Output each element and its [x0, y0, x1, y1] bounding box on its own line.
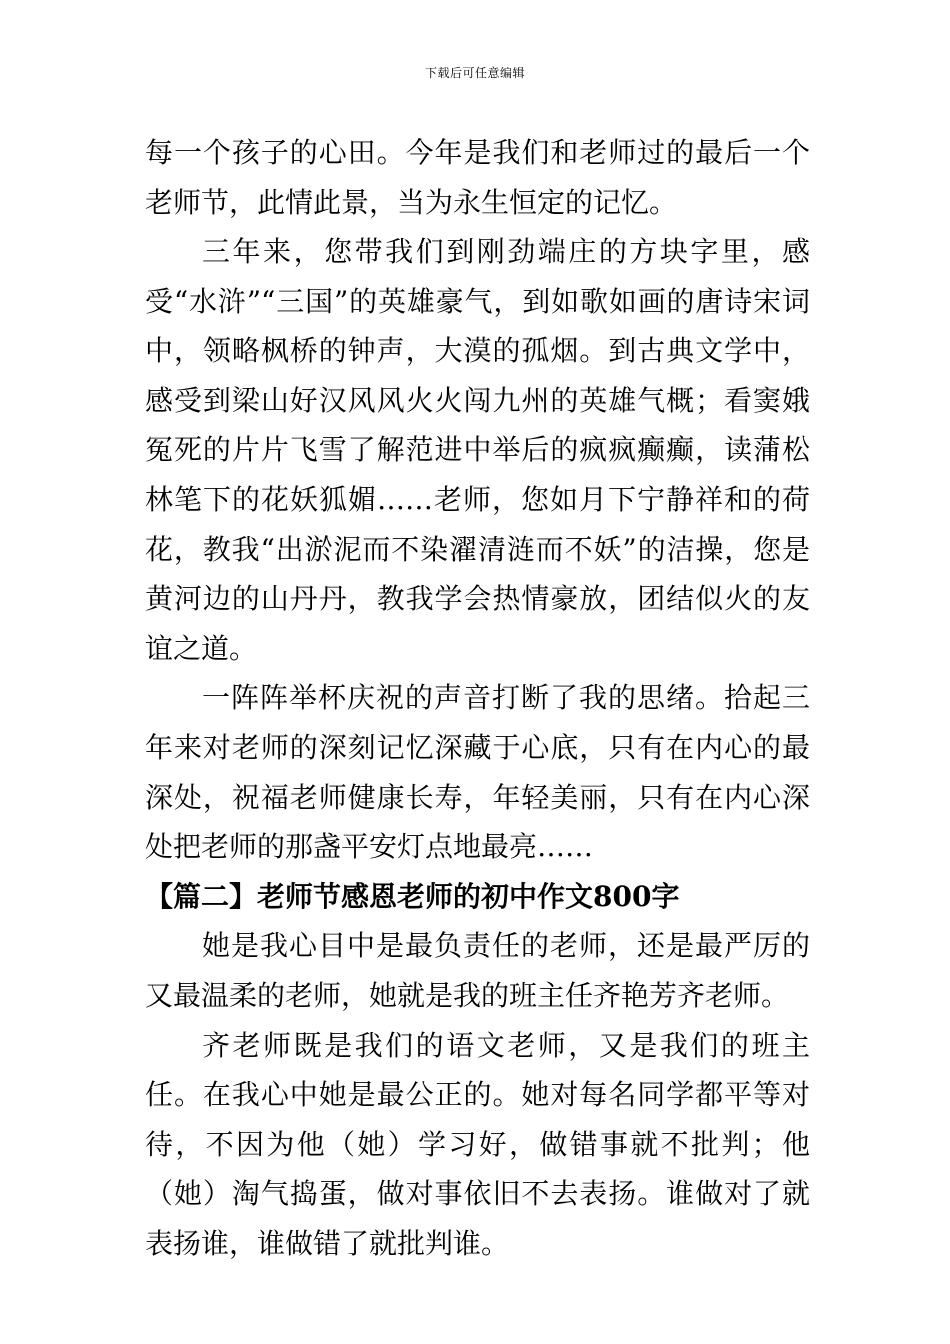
- section-title: 【篇二】老师节感恩老师的初中作文800字: [145, 879, 680, 913]
- paragraph-three-years: 三年来，您带我们到刚劲端庄的方块字里，感受“水浒”“三国”的英雄豪气，到如歌如画的唐诗宋词中，领略枫桥的钟声，大漠的孤烟。到古典文学中，感受到梁山好汉风风火火闯九州的英雄气概；看窦娥冤死的片片飞雪了解范进中举后的疯疯癫癫，读蒲松林笔下的花妖狐媚……老师，您如月下宁静祥和的荷花，教我“出淤泥而不染濯清涟而不妖”的洁操，您是黄河边的山丹丹，教我学会热情豪放，团结似火的友谊之道。: [145, 235, 810, 665]
- page-header: 下载后可任意编辑: [424, 66, 525, 80]
- paragraph-toast: 一阵阵举杯庆祝的声音打断了我的思绪。拾起三年来对老师的深刻记忆深藏于心底，只有在内心的最深处，祝福老师健康长寿，年轻美丽，只有在内心深处把老师的那盏平安灯点地最亮……: [145, 681, 810, 864]
- document-body: [145, 128, 810, 1268]
- paragraph-teacher-intro: 她是我心目中是最负责任的老师，还是最严厉的又最温柔的老师，她就是我的班主任齐艳芳齐老师。: [145, 929, 810, 1012]
- paragraph-teacher-fair: 齐老师既是我们的语文老师，又是我们的班主任。在我心中她是最公正的。她对每名同学都平等对待，不因为他（她）学习好，做错事就不批判；他（她）淘气捣蛋，做对事依旧不去表扬。谁做对了就表扬谁，谁做错了就批判谁。: [145, 1028, 810, 1260]
- paragraph-continued: 每一个孩子的心田。今年是我们和老师过的最后一个老师节，此情此景，当为永生恒定的记忆。: [145, 136, 810, 219]
